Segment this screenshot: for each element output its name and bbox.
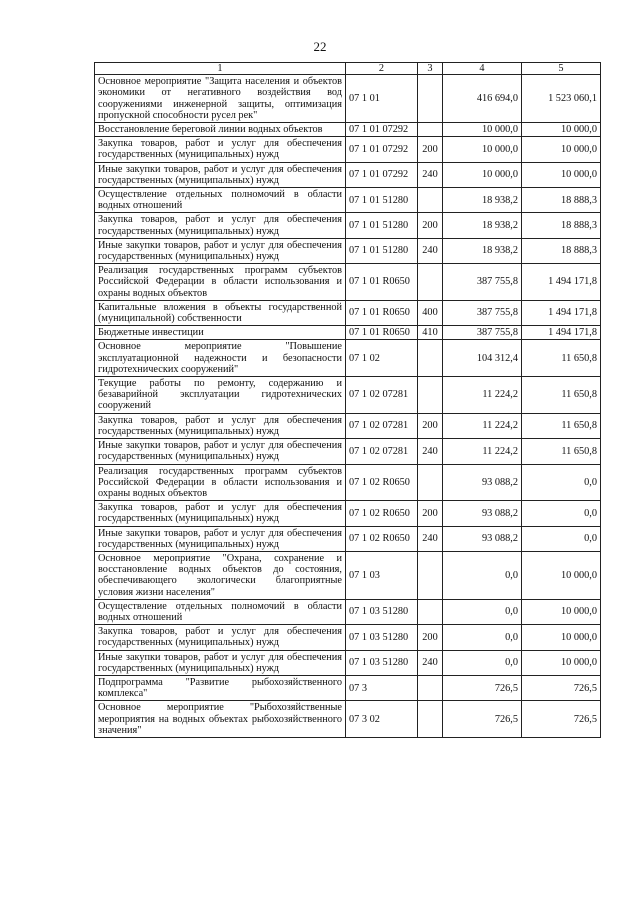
row-name-cell: Закупка товаров, работ и услуг для обеспечения государственных (муниципальных) нужд [95,501,346,526]
row-code-cell: 07 1 02 07281 [346,377,418,414]
row-sum-2-cell: 11 650,8 [522,439,601,464]
row-name-cell: Иные закупки товаров, работ и услуг для обеспечения государственных (муниципальных) нужд [95,238,346,263]
table-row [95,188,601,213]
row-sum-2-cell: 726,5 [522,675,601,700]
table-row [95,599,601,624]
table-row [95,264,601,301]
row-code-cell: 07 1 02 07281 [346,439,418,464]
row-code-cell: 07 1 01 07292 [346,123,418,137]
table-row [95,675,601,700]
column-header: 3 [418,63,443,75]
row-name-cell: Основное мероприятие "Рыбохозяйственные мероприятия на водных объектах рыбохозяйственного значения" [95,701,346,738]
table-row [95,326,601,340]
row-sum-2-cell: 11 650,8 [522,340,601,377]
row-type-cell: 240 [418,439,443,464]
row-code-cell: 07 1 02 R0650 [346,464,418,501]
row-sum-1-cell: 18 938,2 [443,213,522,238]
row-type-cell: 400 [418,300,443,325]
row-code-cell: 07 1 02 R0650 [346,501,418,526]
table-row [95,413,601,438]
table-row [95,501,601,526]
row-type-cell: 200 [418,213,443,238]
row-sum-2-cell: 11 650,8 [522,377,601,414]
row-sum-2-cell: 18 888,3 [522,238,601,263]
row-sum-1-cell: 10 000,0 [443,162,522,187]
table-row [95,439,601,464]
row-name-cell: Иные закупки товаров, работ и услуг для обеспечения государственных (муниципальных) нужд [95,526,346,551]
row-sum-2-cell: 726,5 [522,701,601,738]
row-code-cell: 07 1 03 [346,551,418,599]
row-name-cell: Основное мероприятие "Охрана, сохранение и восстановление водных объектов до состояния, обеспечивающего экологически благоприятные условия жизни населения" [95,551,346,599]
row-code-cell: 07 1 01 R0650 [346,300,418,325]
row-type-cell: 200 [418,625,443,650]
row-sum-1-cell: 387 755,8 [443,326,522,340]
row-sum-2-cell: 1 494 171,8 [522,264,601,301]
row-code-cell: 07 1 02 07281 [346,413,418,438]
table-row [95,377,601,414]
row-sum-2-cell: 10 000,0 [522,123,601,137]
row-sum-2-cell: 18 888,3 [522,188,601,213]
row-type-cell: 240 [418,650,443,675]
row-name-cell: Текущие работы по ремонту, содержанию и безаварийной эксплуатации гидротехнических сооружений [95,377,346,414]
row-name-cell: Основное мероприятие "Защита населения и объектов экономики от негативного воздействия вод сооружениями инженерной защиты, оптимизация пропускной способности русел рек" [95,75,346,123]
row-name-cell: Восстановление береговой линии водных объектов [95,123,346,137]
row-sum-2-cell: 10 000,0 [522,650,601,675]
row-type-cell [418,675,443,700]
row-name-cell: Основное мероприятие "Повышение эксплуатационной надежности и безопасности гидротехнических сооружений" [95,340,346,377]
row-name-cell: Закупка товаров, работ и услуг для обеспечения государственных (муниципальных) нужд [95,413,346,438]
row-sum-1-cell: 11 224,2 [443,439,522,464]
table-body [95,75,601,738]
row-type-cell: 240 [418,238,443,263]
row-code-cell: 07 1 02 R0650 [346,526,418,551]
row-type-cell [418,551,443,599]
row-sum-2-cell: 10 000,0 [522,137,601,162]
table-header-row [95,63,601,75]
row-sum-1-cell: 0,0 [443,551,522,599]
table-row [95,625,601,650]
row-name-cell: Капитальные вложения в объекты государственной (муниципальной) собственности [95,300,346,325]
row-sum-1-cell: 0,0 [443,599,522,624]
row-type-cell [418,377,443,414]
table-row [95,551,601,599]
table-row [95,300,601,325]
row-type-cell: 240 [418,526,443,551]
table-row [95,137,601,162]
row-sum-2-cell: 10 000,0 [522,599,601,624]
row-code-cell: 07 1 03 51280 [346,650,418,675]
row-name-cell: Бюджетные инвестиции [95,326,346,340]
table-row [95,650,601,675]
column-header: 5 [522,63,601,75]
row-sum-1-cell: 93 088,2 [443,464,522,501]
row-sum-1-cell: 0,0 [443,650,522,675]
row-name-cell: Иные закупки товаров, работ и услуг для обеспечения государственных (муниципальных) нужд [95,650,346,675]
row-type-cell: 200 [418,413,443,438]
row-code-cell: 07 1 02 [346,340,418,377]
row-type-cell: 410 [418,326,443,340]
row-sum-1-cell: 0,0 [443,625,522,650]
table-row [95,701,601,738]
row-name-cell: Подпрограмма "Развитие рыбохозяйственного комплекса" [95,675,346,700]
table-row [95,464,601,501]
row-type-cell: 240 [418,162,443,187]
row-type-cell [418,701,443,738]
row-name-cell: Иные закупки товаров, работ и услуг для обеспечения государственных (муниципальных) нужд [95,439,346,464]
row-sum-1-cell: 18 938,2 [443,188,522,213]
budget-table [94,62,601,738]
row-sum-2-cell: 10 000,0 [522,162,601,187]
row-type-cell [418,464,443,501]
row-sum-2-cell: 1 494 171,8 [522,300,601,325]
column-header: 4 [443,63,522,75]
row-sum-1-cell: 726,5 [443,701,522,738]
row-sum-1-cell: 11 224,2 [443,413,522,438]
row-sum-1-cell: 10 000,0 [443,123,522,137]
row-name-cell: Осуществление отдельных полномочий в области водных отношений [95,188,346,213]
row-name-cell: Реализация государственных программ субъектов Российской Федерации в области использования и охраны водных объектов [95,464,346,501]
row-sum-2-cell: 18 888,3 [522,213,601,238]
row-name-cell: Закупка товаров, работ и услуг для обеспечения государственных (муниципальных) нужд [95,213,346,238]
row-code-cell: 07 3 [346,675,418,700]
row-name-cell: Закупка товаров, работ и услуг для обеспечения государственных (муниципальных) нужд [95,137,346,162]
row-sum-2-cell: 1 523 060,1 [522,75,601,123]
row-code-cell: 07 1 01 07292 [346,162,418,187]
row-type-cell [418,123,443,137]
row-type-cell [418,340,443,377]
row-name-cell: Осуществление отдельных полномочий в области водных отношений [95,599,346,624]
row-sum-1-cell: 93 088,2 [443,526,522,551]
table-row [95,526,601,551]
table-row [95,75,601,123]
row-name-cell: Иные закупки товаров, работ и услуг для обеспечения государственных (муниципальных) нужд [95,162,346,187]
column-header: 2 [346,63,418,75]
row-sum-2-cell: 0,0 [522,501,601,526]
table-row [95,123,601,137]
table-row [95,162,601,187]
row-code-cell: 07 1 01 51280 [346,188,418,213]
row-sum-1-cell: 93 088,2 [443,501,522,526]
row-sum-2-cell: 0,0 [522,464,601,501]
row-type-cell [418,599,443,624]
table-row [95,340,601,377]
row-type-cell [418,188,443,213]
row-sum-2-cell: 1 494 171,8 [522,326,601,340]
row-code-cell: 07 1 01 51280 [346,213,418,238]
row-type-cell [418,264,443,301]
row-code-cell: 07 1 01 R0650 [346,264,418,301]
row-code-cell: 07 1 03 51280 [346,625,418,650]
row-code-cell: 07 3 02 [346,701,418,738]
row-sum-1-cell: 104 312,4 [443,340,522,377]
row-code-cell: 07 1 03 51280 [346,599,418,624]
table-row [95,238,601,263]
row-sum-1-cell: 387 755,8 [443,264,522,301]
row-name-cell: Реализация государственных программ субъектов Российской Федерации в области использования и охраны водных объектов [95,264,346,301]
row-sum-2-cell: 10 000,0 [522,625,601,650]
row-code-cell: 07 1 01 [346,75,418,123]
row-code-cell: 07 1 01 51280 [346,238,418,263]
row-sum-1-cell: 10 000,0 [443,137,522,162]
row-type-cell: 200 [418,501,443,526]
row-sum-1-cell: 11 224,2 [443,377,522,414]
row-sum-1-cell: 726,5 [443,675,522,700]
row-sum-2-cell: 10 000,0 [522,551,601,599]
row-code-cell: 07 1 01 R0650 [346,326,418,340]
row-type-cell: 200 [418,137,443,162]
row-sum-2-cell: 11 650,8 [522,413,601,438]
column-header: 1 [95,63,346,75]
row-code-cell: 07 1 01 07292 [346,137,418,162]
row-sum-1-cell: 416 694,0 [443,75,522,123]
row-sum-1-cell: 387 755,8 [443,300,522,325]
row-name-cell: Закупка товаров, работ и услуг для обеспечения государственных (муниципальных) нужд [95,625,346,650]
page-number: 22 [313,39,327,54]
row-type-cell [418,75,443,123]
table-row [95,213,601,238]
row-sum-1-cell: 18 938,2 [443,238,522,263]
row-sum-2-cell: 0,0 [522,526,601,551]
